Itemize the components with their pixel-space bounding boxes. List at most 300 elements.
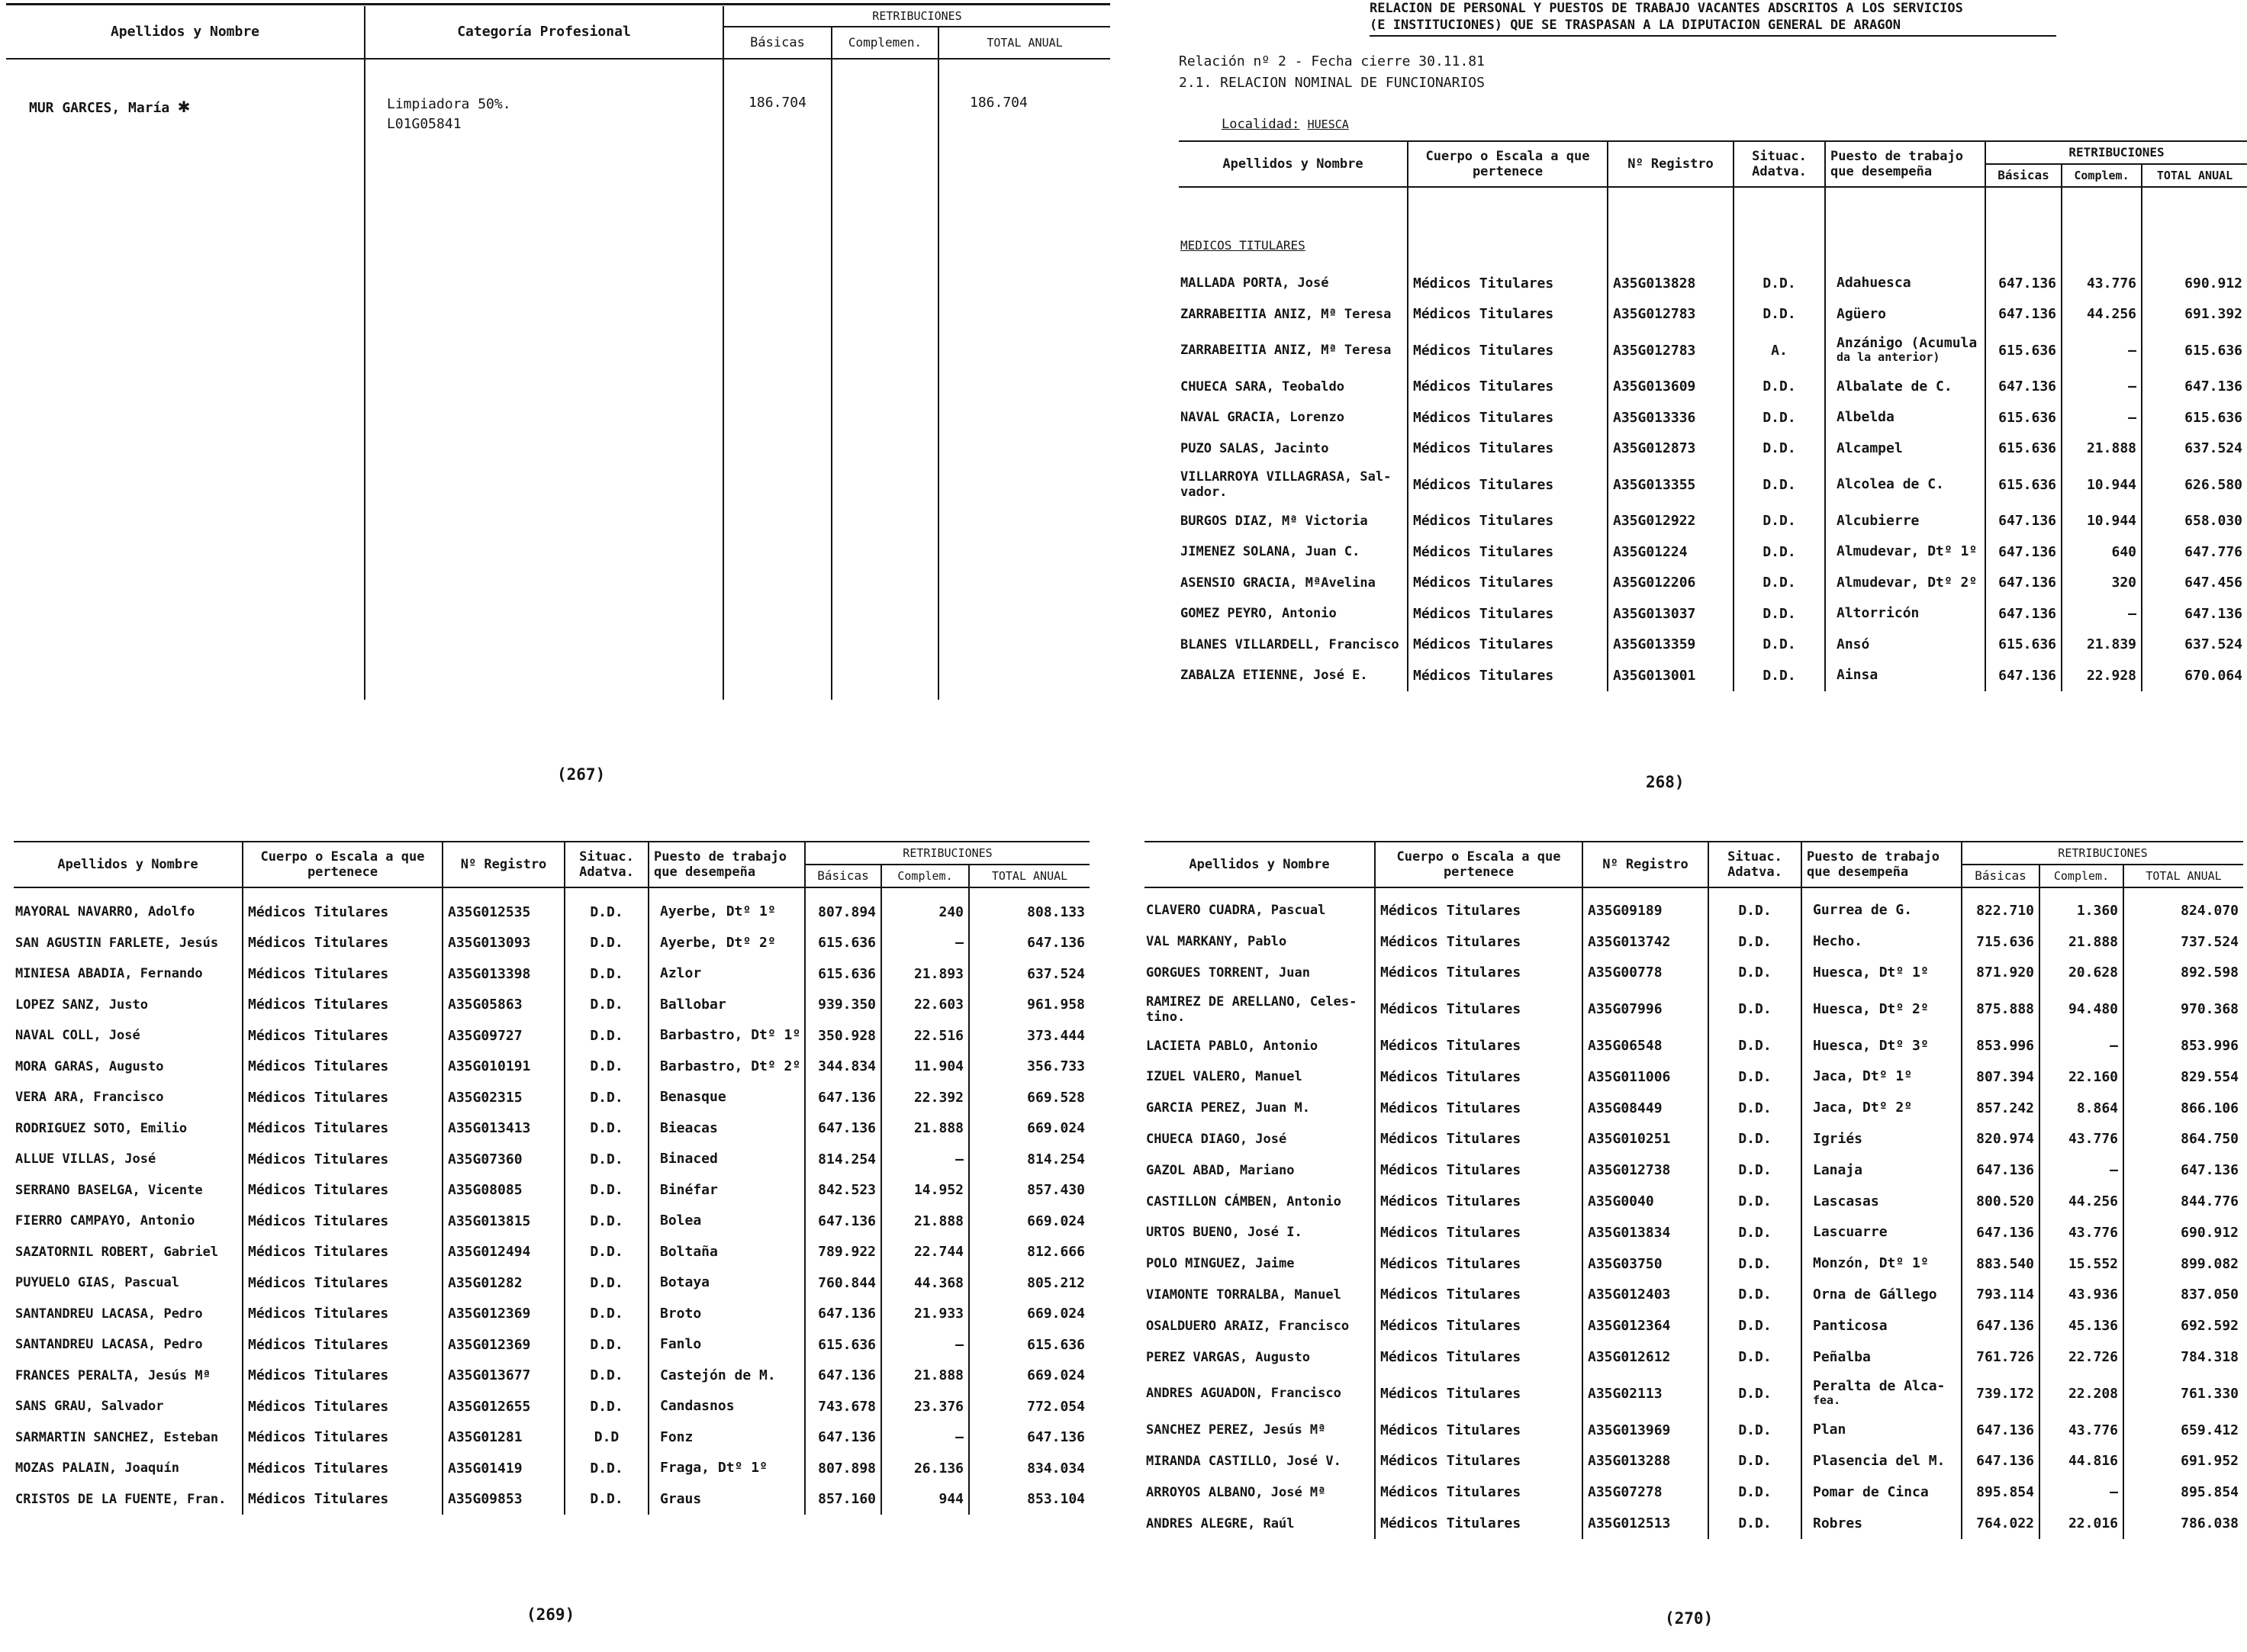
complem-cell: 44.256 [2039,1186,2123,1217]
total-cell: 669.024 [1027,1367,1085,1384]
basicas-cell: 647.136 [1962,1217,2039,1248]
table-row [14,1144,1090,1175]
situac-cell: D.D. [1734,660,1825,691]
registro-cell: A35G012738 [1582,1154,1708,1186]
puesto-cell: Huesca, Dtº 3º [1813,1037,1929,1054]
complem-cell: 944 [881,1484,969,1515]
situac-cell: D.D. [565,1267,649,1299]
header-name: Apellidos y Nombre [1144,842,1375,887]
complem-cell: 1.360 [2039,895,2123,926]
table-row [1179,268,2247,299]
puesto-cell: Bolea [660,1212,702,1229]
table-row [14,1391,1090,1422]
header-cuerpo: Cuerpo o Escala a que pertenece [1375,842,1582,887]
employee-name: FIERRO CAMPAYO, Antonio [15,1213,195,1229]
complem-cell: 21.888 [2039,926,2123,958]
situac-cell: D.D. [565,1206,649,1237]
cuerpo-cell: Médicos Titulares [1375,1186,1582,1217]
total-cell: 647.136 [2184,605,2242,622]
puesto-cell: Ayerbe, Dtº 2º [660,934,776,951]
registro-cell: A35G01224 [1608,536,1734,568]
situac-cell: D.D. [1708,1093,1801,1124]
puesto-cell: Huesca, Dtº 2º [1813,1000,1929,1017]
registro-cell: A35G013037 [1608,598,1734,630]
registro-cell: A35G012783 [1608,330,1734,372]
cuerpo-cell: Médicos Titulares [1408,402,1608,433]
table-row [1144,1280,2243,1311]
staff-table [14,841,1090,1515]
top-rule [6,3,1110,5]
basicas-cell: 647.136 [1985,536,2062,568]
complem-cell: 10.944 [2062,506,2142,537]
complem-cell: 20.628 [2039,958,2123,989]
total-value: 186.704 [970,95,1028,111]
table-row [1179,598,2247,630]
registro-cell: A35G012612 [1582,1341,1708,1373]
employee-name: CASTILLON CÁMBEN, Antonio [1146,1193,1341,1209]
relacion-line: Relación nº 2 - Fecha cierre 30.11.81 [1179,53,1485,69]
puesto-cell: Azlor [660,965,702,982]
complem-cell: — [2039,1030,2123,1061]
registro-cell: A35G06548 [1582,1030,1708,1061]
total-cell: 805.212 [1027,1274,1085,1291]
cuerpo-cell: Médicos Titulares [243,1484,443,1515]
total-cell: 669.528 [1027,1089,1085,1106]
registro-cell: A35G013336 [1608,402,1734,433]
employee-name-cont: tino. [1146,1009,1186,1025]
registro-cell: A35G011006 [1582,1061,1708,1093]
table-row [1179,660,2247,691]
registro-cell: A35G013398 [443,958,565,990]
puesto-cell: Igriés [1813,1130,1863,1147]
puesto-cell: Almudevar, Dtº 2º [1837,574,1978,591]
complem-cell: — [2062,372,2142,403]
situac-cell: D.D. [1708,1310,1801,1341]
employee-name: ARROYOS ALBANO, José Mª [1146,1484,1326,1500]
complem-cell: 21.888 [881,1361,969,1392]
cuerpo-cell: Médicos Titulares [1408,372,1608,403]
employee-name: MAYORAL NAVARRO, Adolfo [15,904,195,920]
total-cell: 637.524 [1027,965,1085,982]
basicas-cell: 647.136 [1985,268,2062,299]
puesto-cell: Boltaña [660,1243,718,1260]
cuerpo-cell: Médicos Titulares [243,1237,443,1268]
registro-cell: A35G012922 [1608,506,1734,537]
cuerpo-cell: Médicos Titulares [243,1422,443,1454]
cuerpo-cell: Médicos Titulares [1375,1217,1582,1248]
situac-cell: D.D. [565,1020,649,1051]
complem-cell: 15.552 [2039,1248,2123,1280]
total-cell: 899.082 [2181,1255,2239,1272]
situac-cell: D.D. [1708,1186,1801,1217]
cuerpo-cell: Médicos Titulares [1408,464,1608,506]
page-number: (269) [526,1605,575,1624]
puesto-cell: Agüero [1837,305,1887,322]
puesto-cell: Alcampel [1837,440,1903,456]
header-category: Categoría Profesional [365,6,723,59]
table-row [14,958,1090,990]
employee-name: IZUEL VALERO, Manuel [1146,1069,1302,1085]
total-cell: 669.024 [1027,1212,1085,1229]
total-cell: 824.070 [2181,902,2239,919]
complem-cell: 44.256 [2062,299,2142,330]
cuerpo-cell: Médicos Titulares [1375,1341,1582,1373]
employee-name: VAL MARKANY, Pablo [1146,934,1287,950]
employee-name: RAMIREZ DE ARELLANO, Celes- [1146,993,1357,1010]
employee-name: JIMENEZ SOLANA, Juan C. [1180,544,1360,560]
basicas-cell: 647.136 [1985,598,2062,630]
basicas-cell: 743.678 [805,1391,881,1422]
puesto-cell: Barbastro, Dtº 1º [660,1027,801,1044]
registro-cell: A35G012206 [1608,568,1734,599]
cuerpo-cell: Médicos Titulares [1375,1446,1582,1477]
cuerpo-cell: Médicos Titulares [243,1206,443,1237]
cuerpo-cell: Médicos Titulares [243,1299,443,1330]
situac-cell: D.D. [565,1484,649,1515]
table-row [1144,1154,2243,1186]
puesto-cell: Botaya [660,1274,710,1291]
puesto-cell: Lascuarre [1813,1224,1888,1241]
header-name: Apellidos y Nombre [14,842,243,887]
complem-cell: 94.480 [2039,988,2123,1030]
table-row [1144,1248,2243,1280]
basicas-cell: 822.710 [1962,895,2039,926]
table-row [6,59,1110,700]
table-row [1179,330,2247,372]
situac-cell: D.D. [1734,506,1825,537]
employee-name: OSALDUERO ARAIZ, Francisco [1146,1318,1350,1334]
table-row [14,897,1090,928]
complem-cell: 43.776 [2039,1217,2123,1248]
table-row [14,1082,1090,1113]
header-complem: Complem. [881,865,969,887]
table-row [1179,506,2247,537]
complem-cell: 320 [2062,568,2142,599]
complem-cell: — [2062,402,2142,433]
total-cell: 626.580 [2184,476,2242,493]
registro-cell: A35G09189 [1582,895,1708,926]
employee-name: ZARRABEITIA ANIZ, Mª Teresa [1180,306,1392,322]
cuerpo-cell: Médicos Titulares [243,897,443,928]
basicas-cell: 764.022 [1962,1508,2039,1539]
page-number: (270) [1665,1609,1714,1628]
registro-cell: A35G010191 [443,1051,565,1083]
cuerpo-cell: Médicos Titulares [243,958,443,990]
basicas-cell: 875.888 [1962,988,2039,1030]
total-cell: 970.368 [2181,1001,2239,1018]
basicas-cell: 814.254 [805,1144,881,1175]
puesto-cell: Gurrea de G. [1813,902,1913,919]
complem-cell: 8.864 [2039,1093,2123,1124]
total-cell: 670.064 [2184,667,2242,684]
cuerpo-cell: Médicos Titulares [1375,895,1582,926]
cuerpo-cell: Médicos Titulares [1375,1154,1582,1186]
header-basicas: Básicas [805,865,881,887]
registro-cell: A35G013359 [1608,630,1734,661]
cuerpo-cell: Médicos Titulares [1408,660,1608,691]
header-situac: Situac. Adatva. [1734,141,1825,187]
employee-name: RODRIGUEZ SOTO, Emilio [15,1120,188,1136]
total-cell: 647.136 [2181,1162,2239,1179]
puesto-cell: Albelda [1837,409,1894,426]
employee-name: ASENSIO GRACIA, MªAvelina [1180,575,1376,591]
table-row [14,1051,1090,1083]
complem-cell: 44.368 [881,1267,969,1299]
complem-cell: 11.904 [881,1051,969,1083]
cuerpo-cell: Médicos Titulares [1408,506,1608,537]
header-registro: Nº Registro [1582,842,1708,887]
registro-cell: A35G012655 [443,1391,565,1422]
puesto-cell: Pomar de Cinca [1813,1483,1929,1500]
situac-cell: D.D. [1708,1124,1801,1155]
puesto-cell: Binéfar [660,1181,718,1198]
cuerpo-cell: Médicos Titulares [1408,268,1608,299]
registro-cell: A35G012513 [1582,1508,1708,1539]
registro-cell: A35G012369 [443,1329,565,1361]
table-row [1144,1341,2243,1373]
employee-name: BLANES VILLARDELL, Francisco [1180,636,1399,652]
cuerpo-cell: Médicos Titulares [1375,1476,1582,1508]
basicas-cell: 615.636 [805,958,881,990]
registro-cell: A35G09853 [443,1484,565,1515]
total-cell: 786.038 [2181,1515,2239,1532]
complem-cell: 43.776 [2039,1415,2123,1446]
header-complem: Complemen. [832,27,938,59]
situac-cell: D.D. [565,1113,649,1145]
situac-cell: D.D. [1708,1373,1801,1415]
table-row [1144,958,2243,989]
header-retribuciones: RETRIBUCIONES [723,6,1110,27]
total-cell: 647.456 [2184,575,2242,591]
puesto-cell: Ballobar [660,996,726,1013]
puesto-cell: Monzón, Dtº 1º [1813,1255,1929,1272]
total-cell: 669.024 [1027,1306,1085,1322]
total-cell: 784.318 [2181,1349,2239,1366]
basicas-cell: 807.898 [805,1453,881,1484]
registro-cell: A35G00778 [1582,958,1708,989]
basicas-cell: 647.136 [1985,299,2062,330]
employee-name: MUR GARCES, María [29,100,170,116]
puesto-cell: Alcolea de C. [1837,476,1944,493]
basicas-cell: 615.636 [1985,630,2062,661]
table-row [1179,536,2247,568]
registro-cell: A35G012535 [443,897,565,928]
cuerpo-cell: Médicos Titulares [1375,1248,1582,1280]
total-cell: 637.524 [2184,440,2242,457]
table-row [1179,630,2247,661]
registro-cell: A35G08449 [1582,1093,1708,1124]
registro-cell: A35G013828 [1608,268,1734,299]
complem-cell: — [881,1422,969,1454]
header-name: Apellidos y Nombre [6,6,365,59]
puesto-cell: Peñalba [1813,1348,1871,1365]
situac-cell: D.D. [1734,630,1825,661]
puesto-cell: Lascasas [1813,1193,1879,1209]
complem-cell: 22.928 [2062,660,2142,691]
basicas-cell: 647.136 [1985,372,2062,403]
table-row [14,1237,1090,1268]
puesto-cell: Lanaja [1813,1161,1863,1178]
situac-cell: D.D. [565,1329,649,1361]
table-row [14,1175,1090,1206]
basicas-cell: 647.136 [1962,1415,2039,1446]
situac-cell: D.D. [1708,1154,1801,1186]
employee-name: SERRANO BASELGA, Vicente [15,1182,203,1198]
complem-cell: 22.016 [2039,1508,2123,1539]
cuerpo-cell: Médicos Titulares [243,1113,443,1145]
complem-cell: — [2062,598,2142,630]
basicas-cell: 800.520 [1962,1186,2039,1217]
table-row [14,1361,1090,1392]
employee-name: URTOS BUENO, José I. [1146,1225,1302,1241]
registro-cell: A35G012364 [1582,1310,1708,1341]
employee-name: PUYUELO GIAS, Pascual [15,1275,179,1291]
puesto-cell: Plan [1813,1422,1846,1438]
cuerpo-cell: Médicos Titulares [1375,958,1582,989]
total-cell: 837.050 [2181,1286,2239,1303]
registro-cell: A35G07360 [443,1144,565,1175]
basicas-cell: 647.136 [1962,1310,2039,1341]
basicas-cell: 895.854 [1962,1476,2039,1508]
employee-name: SAN AGUSTIN FARLETE, Jesús [15,935,219,951]
employee-name: VERA ARA, Francisco [15,1090,164,1106]
cuerpo-cell: Médicos Titulares [1375,1373,1582,1415]
table-row [1144,1476,2243,1508]
cuerpo-cell: Médicos Titulares [243,1051,443,1083]
basicas-cell: 871.920 [1962,958,2039,989]
basicas-cell: 807.894 [805,897,881,928]
puesto-cell: Castejón de M. [660,1367,776,1383]
employee-name: SAZATORNIL ROBERT, Gabriel [15,1244,219,1260]
registro-cell: A35G013093 [443,928,565,959]
complem-cell: 22.603 [881,990,969,1021]
staff-table [1179,140,2247,691]
registro-cell: A35G013609 [1608,372,1734,403]
table-row [1144,1030,2243,1061]
situac-cell: D.D. [1734,372,1825,403]
page-270 [1144,841,2247,1652]
basicas-cell: 615.636 [1985,464,2062,506]
employee-name: BURGOS DIAZ, Mª Victoria [1180,513,1368,529]
table-row [14,1299,1090,1330]
complem-cell: — [881,1329,969,1361]
total-cell: 772.054 [1027,1398,1085,1415]
table-row [14,1453,1090,1484]
employee-name: POLO MINGUEZ, Jaime [1146,1256,1295,1272]
puesto-cell: Jaca, Dtº 1º [1813,1068,1913,1085]
complem-cell: — [2039,1476,2123,1508]
total-cell: 669.024 [1027,1120,1085,1137]
complem-cell: 44.816 [2039,1446,2123,1477]
total-cell: 761.330 [2181,1385,2239,1402]
situac-cell: D.D. [565,958,649,990]
title-line-1: RELACION DE PERSONAL Y PUESTOS DE TRABAJO VACANTES ADSCRITOS A LOS SERVICIOS [1370,1,1963,16]
registro-cell: A35G012783 [1608,299,1734,330]
basicas-cell: 793.114 [1962,1280,2039,1311]
employee-name: CHUECA DIAGO, José [1146,1131,1287,1147]
employee-name: ANDRES AGUADON, Francisco [1146,1386,1341,1402]
puesto-cell: Plasencia del M. [1813,1452,1946,1469]
basicas-cell: 647.136 [1985,660,2062,691]
registro-cell: A35G02315 [443,1082,565,1113]
employee-name: MOZAS PALAIN, Joaquín [15,1460,179,1476]
complem-cell: 43.776 [2039,1124,2123,1155]
total-cell: 690.912 [2184,275,2242,291]
puesto-cell: Graus [660,1490,702,1507]
situac-cell: D.D. [565,1361,649,1392]
complem-cell: 22.392 [881,1082,969,1113]
cuerpo-cell: Médicos Titulares [1408,598,1608,630]
total-cell: 808.133 [1027,903,1085,920]
cuerpo-cell: Médicos Titulares [1408,299,1608,330]
total-cell: 814.254 [1027,1151,1085,1167]
registro-cell: A35G07278 [1582,1476,1708,1508]
registro-cell: A35G010251 [1582,1124,1708,1155]
table-row [14,1113,1090,1145]
basicas-cell: 760.844 [805,1267,881,1299]
situac-cell: D.D. [1734,568,1825,599]
header-puesto: Puesto de trabajo que desempeña [1801,842,1962,887]
cuerpo-cell: Médicos Titulares [243,1391,443,1422]
table-row [1179,372,2247,403]
employee-name: MINIESA ABADIA, Fernando [15,966,203,982]
localidad-value: HUESCA [1307,118,1349,131]
header-retribuciones: RETRIBUCIONES [1962,842,2243,865]
header-basicas: Básicas [723,27,832,59]
table-row [1144,988,2243,1030]
puesto-cell: Fraga, Dtº 1º [660,1460,768,1476]
basicas-cell: 853.996 [1962,1030,2039,1061]
employee-name: GARCIA PEREZ, Juan M. [1146,1100,1310,1116]
complem-cell: — [881,928,969,959]
puesto-cell: Ansó [1837,636,1870,652]
total-cell: 691.392 [2184,306,2242,323]
basicas-cell: 857.160 [805,1484,881,1515]
basicas-value: 186.704 [723,59,832,700]
cuerpo-cell: Médicos Titulares [1375,926,1582,958]
situac-cell: D.D. [1734,598,1825,630]
registro-cell: A35G013001 [1608,660,1734,691]
header-complem: Complem. [2039,865,2123,887]
registro-cell: A35G08085 [443,1175,565,1206]
header-cuerpo: Cuerpo o Escala a que pertenece [1408,141,1608,187]
header-basicas: Básicas [1962,865,2039,887]
total-cell: 647.776 [2184,543,2242,560]
puesto-cell: Ayerbe, Dtº 1º [660,903,776,920]
puesto-cell: Fonz [660,1428,694,1445]
category-code: L01G05841 [387,116,462,132]
situac-cell: D.D. [1708,1508,1801,1539]
table-row [14,928,1090,959]
basicas-cell: 715.636 [1962,926,2039,958]
table-row [14,990,1090,1021]
complem-cell: 21.839 [2062,630,2142,661]
situac-cell: D.D. [1734,433,1825,465]
employee-name: PUZO SALAS, Jacinto [1180,440,1329,456]
total-cell: 853.996 [2181,1038,2239,1055]
complem-cell: 21.888 [881,1113,969,1145]
cuerpo-cell: Médicos Titulares [243,1082,443,1113]
staff-table [1144,841,2243,1539]
situac-cell: D.D. [565,1391,649,1422]
total-cell: 647.136 [1027,935,1085,952]
total-cell: 659.412 [2181,1422,2239,1438]
complem-value [832,59,938,700]
total-cell: 834.034 [1027,1460,1085,1476]
table-row [14,1484,1090,1515]
header-retribuciones: RETRIBUCIONES [805,842,1090,865]
employee-name: LACIETA PABLO, Antonio [1146,1038,1318,1054]
